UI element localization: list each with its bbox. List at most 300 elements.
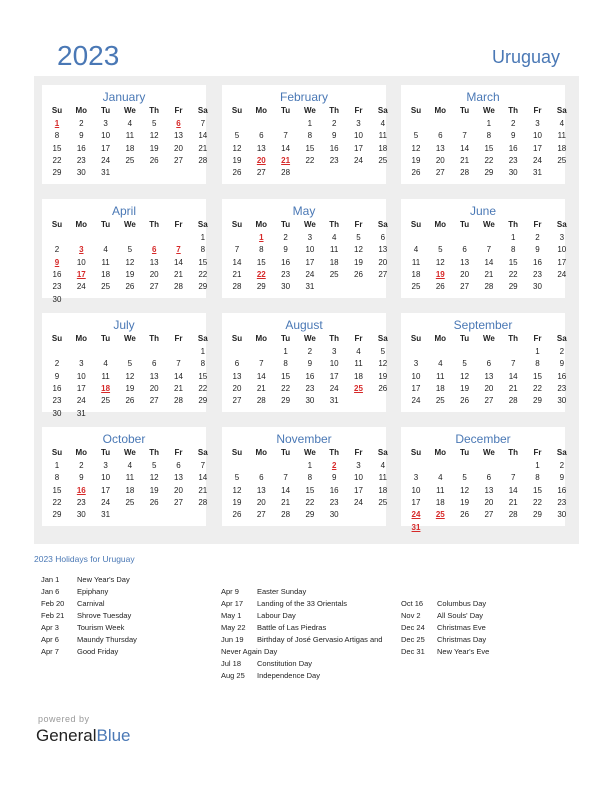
- day-cell[interactable]: 23: [557, 383, 567, 393]
- day-cell[interactable]: 12: [149, 473, 159, 483]
- day-cell[interactable]: 26: [435, 282, 445, 292]
- day-cell[interactable]: 15: [198, 257, 208, 267]
- day-cell[interactable]: 23: [281, 269, 291, 279]
- day-cell[interactable]: 12: [232, 485, 242, 495]
- day-cell[interactable]: 16: [52, 383, 62, 393]
- day-cell[interactable]: 8: [510, 245, 516, 255]
- day-cell[interactable]: 8: [200, 359, 206, 369]
- day-cell[interactable]: 8: [307, 473, 313, 483]
- day-cell[interactable]: 26: [125, 282, 135, 292]
- holiday-day-cell[interactable]: 21: [281, 155, 291, 165]
- day-cell[interactable]: 7: [283, 473, 288, 483]
- day-cell[interactable]: 13: [484, 485, 494, 495]
- day-cell[interactable]: 15: [305, 143, 315, 153]
- day-cell[interactable]: 27: [232, 396, 242, 406]
- day-cell[interactable]: 30: [557, 510, 567, 520]
- day-cell[interactable]: 13: [149, 257, 159, 267]
- day-cell[interactable]: 28: [281, 168, 291, 178]
- day-cell[interactable]: 19: [149, 143, 159, 153]
- holiday-day-cell[interactable]: 20: [256, 155, 266, 165]
- day-cell[interactable]: 12: [354, 245, 363, 255]
- day-cell[interactable]: 8: [54, 131, 60, 141]
- day-cell[interactable]: 22: [484, 155, 494, 165]
- day-cell[interactable]: 28: [198, 497, 208, 507]
- day-cell[interactable]: 15: [256, 257, 266, 267]
- day-cell[interactable]: 13: [378, 245, 388, 255]
- day-cell[interactable]: 15: [533, 485, 542, 495]
- day-cell[interactable]: 5: [127, 245, 133, 255]
- day-cell[interactable]: 2: [54, 359, 60, 369]
- day-cell[interactable]: 5: [151, 461, 157, 470]
- day-cell[interactable]: 26: [125, 396, 135, 406]
- day-cell[interactable]: 22: [52, 497, 62, 507]
- day-cell[interactable]: 30: [557, 396, 567, 406]
- day-cell[interactable]: 14: [198, 473, 208, 483]
- day-cell[interactable]: 13: [484, 371, 494, 381]
- day-cell[interactable]: 6: [462, 245, 467, 255]
- day-cell[interactable]: 8: [200, 245, 206, 255]
- day-cell[interactable]: 18: [329, 257, 339, 267]
- day-cell[interactable]: 13: [256, 485, 266, 495]
- day-cell[interactable]: 1: [486, 119, 492, 128]
- day-cell[interactable]: 15: [52, 485, 62, 495]
- day-cell[interactable]: 15: [281, 371, 291, 381]
- day-cell[interactable]: 12: [411, 143, 421, 153]
- day-cell[interactable]: 23: [557, 497, 567, 507]
- day-cell[interactable]: 24: [101, 155, 111, 165]
- day-cell[interactable]: 1: [54, 461, 60, 470]
- day-cell[interactable]: 8: [307, 131, 313, 141]
- day-cell[interactable]: 16: [329, 485, 339, 495]
- day-cell[interactable]: 8: [283, 359, 288, 369]
- day-cell[interactable]: 29: [198, 282, 208, 292]
- day-cell[interactable]: 25: [125, 497, 135, 507]
- day-cell[interactable]: 29: [52, 510, 62, 520]
- day-cell[interactable]: 20: [256, 497, 266, 507]
- day-cell[interactable]: 4: [356, 347, 361, 356]
- day-cell[interactable]: 30: [508, 168, 518, 178]
- holiday-day-cell[interactable]: 25: [354, 383, 363, 393]
- day-cell[interactable]: 21: [508, 383, 518, 393]
- day-cell[interactable]: 5: [462, 359, 467, 369]
- day-cell[interactable]: 12: [232, 143, 242, 153]
- day-cell[interactable]: 18: [125, 143, 135, 153]
- day-cell[interactable]: 15: [508, 257, 518, 267]
- day-cell[interactable]: 7: [283, 131, 288, 141]
- day-cell[interactable]: 23: [305, 383, 315, 393]
- day-cell[interactable]: 17: [76, 383, 86, 393]
- holiday-day-cell[interactable]: 1: [259, 233, 264, 242]
- day-cell[interactable]: 17: [305, 257, 315, 267]
- day-cell[interactable]: 27: [149, 282, 159, 292]
- holiday-day-cell[interactable]: 25: [435, 510, 445, 520]
- day-cell[interactable]: 28: [508, 396, 518, 406]
- day-cell[interactable]: 22: [281, 383, 291, 393]
- day-cell[interactable]: 5: [234, 131, 240, 141]
- day-cell[interactable]: 12: [460, 371, 470, 381]
- holiday-day-cell[interactable]: 22: [256, 269, 266, 279]
- day-cell[interactable]: 18: [378, 143, 388, 153]
- day-cell[interactable]: 24: [101, 497, 111, 507]
- day-cell[interactable]: 5: [127, 359, 133, 369]
- day-cell[interactable]: 11: [436, 371, 445, 381]
- day-cell[interactable]: 5: [438, 245, 443, 255]
- day-cell[interactable]: 6: [176, 461, 181, 470]
- day-cell[interactable]: 30: [281, 282, 291, 292]
- day-cell[interactable]: 15: [198, 371, 208, 381]
- holiday-day-cell[interactable]: 7: [176, 245, 181, 255]
- day-cell[interactable]: 25: [125, 155, 135, 165]
- day-cell[interactable]: 23: [76, 497, 86, 507]
- day-cell[interactable]: 15: [305, 485, 315, 495]
- day-cell[interactable]: 23: [76, 155, 86, 165]
- day-cell[interactable]: 19: [232, 497, 242, 507]
- day-cell[interactable]: 13: [149, 371, 159, 381]
- day-cell[interactable]: 14: [256, 371, 266, 381]
- day-cell[interactable]: 16: [557, 371, 567, 381]
- day-cell[interactable]: 2: [559, 347, 565, 356]
- day-cell[interactable]: 10: [354, 473, 363, 483]
- day-cell[interactable]: 2: [79, 119, 84, 128]
- day-cell[interactable]: 20: [174, 485, 183, 495]
- day-cell[interactable]: 21: [508, 497, 518, 507]
- day-cell[interactable]: 2: [54, 245, 60, 255]
- holiday-day-cell[interactable]: 18: [101, 383, 111, 393]
- day-cell[interactable]: 23: [52, 282, 62, 292]
- day-cell[interactable]: 26: [232, 510, 242, 520]
- day-cell[interactable]: 9: [331, 131, 337, 141]
- day-cell[interactable]: 9: [510, 131, 516, 141]
- day-cell[interactable]: 6: [486, 473, 492, 483]
- day-cell[interactable]: 4: [380, 119, 386, 128]
- day-cell[interactable]: 18: [435, 383, 445, 393]
- day-cell[interactable]: 31: [76, 408, 86, 418]
- day-cell[interactable]: 20: [232, 383, 242, 393]
- day-cell[interactable]: 7: [200, 119, 206, 128]
- day-cell[interactable]: 9: [535, 245, 540, 255]
- day-cell[interactable]: 11: [378, 473, 387, 483]
- day-cell[interactable]: 15: [484, 143, 494, 153]
- day-cell[interactable]: 21: [174, 383, 183, 393]
- day-cell[interactable]: 3: [356, 119, 361, 128]
- day-cell[interactable]: 4: [103, 359, 108, 369]
- day-cell[interactable]: 3: [307, 233, 313, 242]
- day-cell[interactable]: 22: [198, 383, 208, 393]
- day-cell[interactable]: 24: [411, 396, 421, 406]
- day-cell[interactable]: 19: [378, 371, 388, 381]
- day-cell[interactable]: 25: [435, 396, 445, 406]
- day-cell[interactable]: 29: [484, 168, 494, 178]
- day-cell[interactable]: 31: [329, 396, 339, 406]
- day-cell[interactable]: 20: [484, 383, 494, 393]
- day-cell[interactable]: 29: [281, 396, 291, 406]
- day-cell[interactable]: 24: [76, 396, 86, 406]
- day-cell[interactable]: 27: [484, 510, 494, 520]
- day-cell[interactable]: 9: [54, 371, 60, 381]
- day-cell[interactable]: 17: [557, 257, 567, 267]
- day-cell[interactable]: 2: [283, 233, 288, 242]
- day-cell[interactable]: 12: [460, 485, 470, 495]
- day-cell[interactable]: 16: [76, 143, 86, 153]
- day-cell[interactable]: 11: [411, 257, 421, 267]
- day-cell[interactable]: 16: [305, 371, 315, 381]
- day-cell[interactable]: 1: [535, 461, 540, 470]
- day-cell[interactable]: 26: [460, 396, 470, 406]
- day-cell[interactable]: 10: [533, 131, 542, 141]
- day-cell[interactable]: 26: [232, 168, 242, 178]
- day-cell[interactable]: 3: [356, 461, 361, 470]
- day-cell[interactable]: 7: [510, 473, 516, 483]
- day-cell[interactable]: 2: [535, 233, 540, 242]
- holiday-day-cell[interactable]: 24: [411, 510, 421, 520]
- holiday-day-cell[interactable]: 31: [411, 522, 421, 532]
- day-cell[interactable]: 14: [484, 257, 494, 267]
- day-cell[interactable]: 22: [198, 269, 208, 279]
- day-cell[interactable]: 9: [559, 359, 565, 369]
- holiday-day-cell[interactable]: 2: [331, 461, 337, 470]
- day-cell[interactable]: 11: [125, 131, 135, 141]
- day-cell[interactable]: 3: [103, 461, 108, 470]
- day-cell[interactable]: 31: [101, 510, 111, 520]
- day-cell[interactable]: 19: [354, 257, 363, 267]
- day-cell[interactable]: 12: [435, 257, 445, 267]
- day-cell[interactable]: 11: [354, 359, 363, 369]
- day-cell[interactable]: 9: [79, 131, 84, 141]
- day-cell[interactable]: 21: [460, 155, 470, 165]
- day-cell[interactable]: 13: [460, 257, 470, 267]
- day-cell[interactable]: 27: [174, 497, 183, 507]
- day-cell[interactable]: 27: [435, 168, 445, 178]
- day-cell[interactable]: 4: [559, 119, 565, 128]
- day-cell[interactable]: 30: [329, 510, 339, 520]
- day-cell[interactable]: 19: [232, 155, 242, 165]
- day-cell[interactable]: 11: [330, 245, 339, 255]
- day-cell[interactable]: 14: [508, 485, 518, 495]
- day-cell[interactable]: 29: [508, 282, 518, 292]
- day-cell[interactable]: 3: [103, 119, 108, 128]
- day-cell[interactable]: 10: [411, 485, 421, 495]
- day-cell[interactable]: 27: [378, 269, 388, 279]
- day-cell[interactable]: 3: [535, 119, 540, 128]
- day-cell[interactable]: 24: [354, 155, 363, 165]
- day-cell[interactable]: 22: [533, 497, 542, 507]
- day-cell[interactable]: 19: [460, 383, 470, 393]
- day-cell[interactable]: 3: [331, 347, 337, 356]
- day-cell[interactable]: 6: [259, 131, 264, 141]
- day-cell[interactable]: 28: [174, 396, 183, 406]
- brand-logo[interactable]: [36, 726, 131, 746]
- day-cell[interactable]: 5: [151, 119, 157, 128]
- day-cell[interactable]: 26: [378, 383, 388, 393]
- day-cell[interactable]: 18: [378, 485, 388, 495]
- day-cell[interactable]: 17: [411, 383, 421, 393]
- day-cell[interactable]: 26: [149, 155, 159, 165]
- day-cell[interactable]: 2: [79, 461, 84, 470]
- day-cell[interactable]: 23: [329, 497, 339, 507]
- day-cell[interactable]: 11: [125, 473, 135, 483]
- day-cell[interactable]: 1: [307, 461, 313, 470]
- day-cell[interactable]: 28: [508, 510, 518, 520]
- day-cell[interactable]: 22: [305, 155, 315, 165]
- day-cell[interactable]: 14: [232, 257, 242, 267]
- day-cell[interactable]: 28: [281, 510, 291, 520]
- day-cell[interactable]: 28: [484, 282, 494, 292]
- day-cell[interactable]: 16: [557, 485, 567, 495]
- day-cell[interactable]: 19: [149, 485, 159, 495]
- holiday-day-cell[interactable]: 9: [54, 257, 60, 267]
- day-cell[interactable]: 10: [557, 245, 567, 255]
- day-cell[interactable]: 23: [508, 155, 518, 165]
- day-cell[interactable]: 10: [76, 257, 86, 267]
- day-cell[interactable]: 17: [354, 485, 363, 495]
- day-cell[interactable]: 5: [413, 131, 419, 141]
- day-cell[interactable]: 29: [198, 396, 208, 406]
- day-cell[interactable]: 25: [378, 155, 388, 165]
- day-cell[interactable]: 28: [198, 155, 208, 165]
- day-cell[interactable]: 24: [305, 269, 315, 279]
- day-cell[interactable]: 3: [413, 473, 419, 483]
- holiday-day-cell[interactable]: 17: [76, 269, 86, 279]
- day-cell[interactable]: 27: [174, 155, 183, 165]
- day-cell[interactable]: 11: [378, 131, 387, 141]
- day-cell[interactable]: 23: [52, 396, 62, 406]
- day-cell[interactable]: 9: [559, 473, 565, 483]
- day-cell[interactable]: 18: [125, 485, 135, 495]
- day-cell[interactable]: 7: [200, 461, 206, 470]
- day-cell[interactable]: 16: [329, 143, 339, 153]
- day-cell[interactable]: 21: [281, 497, 291, 507]
- day-cell[interactable]: 14: [281, 485, 291, 495]
- day-cell[interactable]: 11: [557, 131, 566, 141]
- day-cell[interactable]: 31: [533, 168, 542, 178]
- day-cell[interactable]: 20: [174, 143, 183, 153]
- day-cell[interactable]: 27: [256, 168, 266, 178]
- day-cell[interactable]: 30: [52, 408, 62, 418]
- day-cell[interactable]: 28: [256, 396, 266, 406]
- day-cell[interactable]: 24: [329, 383, 339, 393]
- day-cell[interactable]: 19: [125, 383, 135, 393]
- day-cell[interactable]: 7: [510, 359, 516, 369]
- day-cell[interactable]: 7: [259, 359, 264, 369]
- day-cell[interactable]: 24: [76, 282, 86, 292]
- day-cell[interactable]: 19: [460, 497, 470, 507]
- day-cell[interactable]: 8: [486, 131, 492, 141]
- day-cell[interactable]: 5: [462, 473, 467, 483]
- day-cell[interactable]: 7: [486, 245, 492, 255]
- day-cell[interactable]: 29: [533, 510, 542, 520]
- day-cell[interactable]: 25: [101, 282, 111, 292]
- day-cell[interactable]: 14: [174, 257, 183, 267]
- day-cell[interactable]: 9: [79, 473, 84, 483]
- day-cell[interactable]: 24: [557, 269, 567, 279]
- day-cell[interactable]: 9: [283, 245, 288, 255]
- day-cell[interactable]: 15: [52, 143, 62, 153]
- day-cell[interactable]: 16: [281, 257, 291, 267]
- day-cell[interactable]: 30: [76, 510, 86, 520]
- day-cell[interactable]: 8: [535, 359, 540, 369]
- day-cell[interactable]: 26: [149, 497, 159, 507]
- day-cell[interactable]: 25: [378, 497, 388, 507]
- day-cell[interactable]: 6: [380, 233, 386, 242]
- day-cell[interactable]: 8: [54, 473, 60, 483]
- day-cell[interactable]: 5: [380, 347, 386, 356]
- day-cell[interactable]: 28: [460, 168, 470, 178]
- day-cell[interactable]: 10: [76, 371, 86, 381]
- day-cell[interactable]: 29: [305, 510, 315, 520]
- day-cell[interactable]: 5: [356, 233, 361, 242]
- day-cell[interactable]: 16: [52, 269, 62, 279]
- day-cell[interactable]: 8: [259, 245, 264, 255]
- day-cell[interactable]: 16: [533, 257, 542, 267]
- day-cell[interactable]: 14: [198, 131, 208, 141]
- day-cell[interactable]: 9: [307, 359, 313, 369]
- day-cell[interactable]: 31: [101, 168, 111, 178]
- day-cell[interactable]: 18: [411, 269, 421, 279]
- day-cell[interactable]: 18: [354, 371, 363, 381]
- holiday-day-cell[interactable]: 6: [151, 245, 157, 255]
- day-cell[interactable]: 29: [256, 282, 266, 292]
- day-cell[interactable]: 10: [101, 473, 111, 483]
- day-cell[interactable]: 2: [307, 347, 313, 356]
- day-cell[interactable]: 10: [305, 245, 315, 255]
- day-cell[interactable]: 1: [200, 233, 206, 242]
- day-cell[interactable]: 29: [533, 396, 542, 406]
- day-cell[interactable]: 1: [283, 347, 288, 356]
- day-cell[interactable]: 14: [281, 143, 291, 153]
- day-cell[interactable]: 10: [411, 371, 421, 381]
- day-cell[interactable]: 27: [460, 282, 470, 292]
- day-cell[interactable]: 18: [435, 497, 445, 507]
- day-cell[interactable]: 2: [510, 119, 516, 128]
- day-cell[interactable]: 20: [149, 383, 159, 393]
- day-cell[interactable]: 17: [329, 371, 339, 381]
- day-cell[interactable]: 23: [533, 269, 542, 279]
- day-cell[interactable]: 23: [329, 155, 339, 165]
- day-cell[interactable]: 21: [174, 269, 183, 279]
- holiday-day-cell[interactable]: 1: [54, 119, 60, 128]
- day-cell[interactable]: 12: [125, 257, 135, 267]
- day-cell[interactable]: 30: [52, 294, 62, 304]
- day-cell[interactable]: 27: [484, 396, 494, 406]
- day-cell[interactable]: 2: [331, 119, 337, 128]
- day-cell[interactable]: 12: [149, 131, 159, 141]
- day-cell[interactable]: 21: [256, 383, 266, 393]
- day-cell[interactable]: 22: [508, 269, 518, 279]
- day-cell[interactable]: 13: [174, 131, 183, 141]
- day-cell[interactable]: 1: [510, 233, 516, 242]
- day-cell[interactable]: 6: [234, 359, 240, 369]
- day-cell[interactable]: 28: [232, 282, 242, 292]
- day-cell[interactable]: 20: [378, 257, 388, 267]
- day-cell[interactable]: 19: [411, 155, 421, 165]
- day-cell[interactable]: 4: [438, 359, 443, 369]
- day-cell[interactable]: 25: [329, 269, 339, 279]
- day-cell[interactable]: 13: [232, 371, 242, 381]
- day-cell[interactable]: 21: [198, 485, 208, 495]
- day-cell[interactable]: 25: [101, 396, 111, 406]
- day-cell[interactable]: 4: [413, 245, 419, 255]
- day-cell[interactable]: 20: [149, 269, 159, 279]
- day-cell[interactable]: 29: [52, 168, 62, 178]
- day-cell[interactable]: 31: [305, 282, 315, 292]
- day-cell[interactable]: 11: [101, 257, 110, 267]
- day-cell[interactable]: 4: [127, 461, 133, 470]
- holiday-day-cell[interactable]: 19: [435, 269, 445, 279]
- day-cell[interactable]: 6: [151, 359, 157, 369]
- day-cell[interactable]: 5: [234, 473, 240, 483]
- day-cell[interactable]: 17: [101, 143, 111, 153]
- day-cell[interactable]: 14: [508, 371, 518, 381]
